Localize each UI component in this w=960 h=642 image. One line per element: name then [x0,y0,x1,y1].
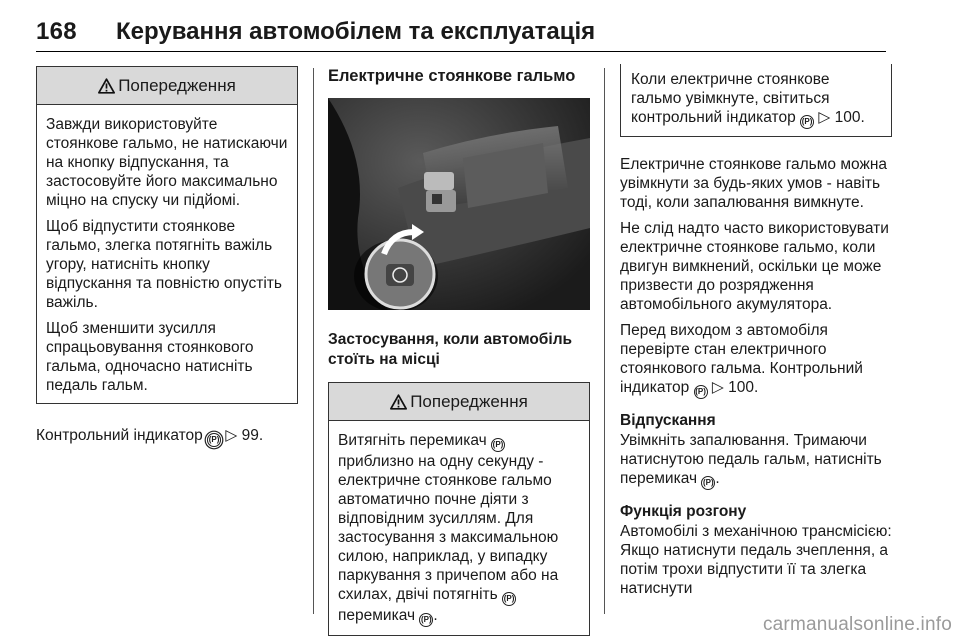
sub-heading: Застосування, коли автомобіль стоїть на місці [328,331,573,368]
right-column [620,66,892,605]
page-reference: 99. [241,427,264,444]
page-reference: 100. [834,109,865,126]
column-divider [313,68,314,614]
note-body: Коли електричне стоянкове гальмо увімкнуте, світиться контрольний індикатор [631,71,830,126]
middle-column [328,66,590,636]
warning-paragraph: Щоб відпустити стоянкове гальмо, злегка потягніть важіль угору, натисніть кнопку відпускання та повністю опустіть важіль. [46,218,282,311]
column-divider [604,68,605,614]
page-header [36,18,886,52]
parking-brake-indicator-icon: (P) [502,592,516,606]
parking-brake-photo [328,98,590,310]
parking-brake-indicator-icon: (P) [491,438,505,452]
parking-brake-indicator-icon: (P) [800,115,814,129]
sub-heading: Відпускання [620,412,716,429]
parking-brake-indicator-icon: (P) [701,476,715,490]
page-reference: 100. [728,379,759,396]
paragraph-text: . [715,470,720,487]
warning-header [329,383,589,421]
warning-text: Витягніть перемикач [338,432,487,449]
warning-text: перемикач [338,607,416,624]
paragraph-text: Перед виходом з автомобіля перевірте стан електричного стоянкового гальма. Контрольний індикатор [620,322,863,396]
parking-brake-indicator-icon: (P) [207,433,221,447]
warning-box [328,382,590,636]
warning-box [36,66,298,404]
warning-title: Попередження [410,391,528,411]
watermark: carmanualsonline.info [762,614,952,635]
parking-brake-indicator-icon: (P) [694,385,708,399]
warning-triangle-icon [390,394,407,410]
warning-body [329,421,589,635]
note-text [631,70,881,129]
paragraph [620,321,892,399]
warning-text: приблизно на одну секунду - електричне стоянкове гальмо автоматично почне діяти з відповідним зусиллям. Для застосування з максимальною силою, наприклад, у випадку паркування з причепом або на схилах, двічі потягніть [338,453,559,603]
warning-body [37,105,297,403]
paragraph: Не слід надто часто використовувати електричне стоянкове гальмо, коли двигун вимкнений, оскільки це може призвести до розрядження автомобільного акумулятора. [620,220,889,313]
warning-text: . [433,607,438,624]
warning-header [37,67,297,105]
sub-heading: Функція розгону [620,503,747,520]
warning-paragraph: Завжди використовуйте стоянкове гальмо, не натискаючи на кнопку відпускання, та застосовуйте його максимально міцно на спуску чи підйомі. [46,116,288,209]
paragraph: Електричне стоянкове гальмо можна увімкнути за будь-яких умов - навіть тоді, коли запалювання вимкнуте. [620,156,887,211]
paragraph: Автомобілі з механічною трансмісією: Якщо натиснути педаль зчеплення, а потім трохи відпустити її та злегка натиснути [620,523,892,597]
indicator-reference [36,426,298,447]
indicator-label: Контрольний індикатор [36,427,203,444]
reference-arrow-icon: ▷ [818,109,831,126]
parking-brake-indicator-icon: (P) [419,613,433,627]
warning-triangle-icon [98,78,115,94]
reference-arrow-icon: ▷ [711,379,724,396]
paragraph [620,431,892,490]
warning-paragraph: Щоб зменшити зусилля спрацьовування стоянкового гальма, одночасно натисніть педаль гальм. [46,320,254,394]
note-box [620,64,892,137]
reference-arrow-icon: ▷ [225,427,238,444]
page-number: 168 [36,18,77,45]
section-heading: Електричне стоянкове гальмо [328,67,576,85]
paragraph-text: Увімкніть запалювання. Тримаючи натиснутою педаль гальм, натисніть перемикач [620,432,882,487]
warning-title: Попередження [118,75,236,95]
warning-paragraph [338,431,581,627]
electric-parking-brake-switch-image [328,98,590,310]
chapter-title: Керування автомобілем та експлуатація [116,18,596,45]
left-column [36,66,298,454]
